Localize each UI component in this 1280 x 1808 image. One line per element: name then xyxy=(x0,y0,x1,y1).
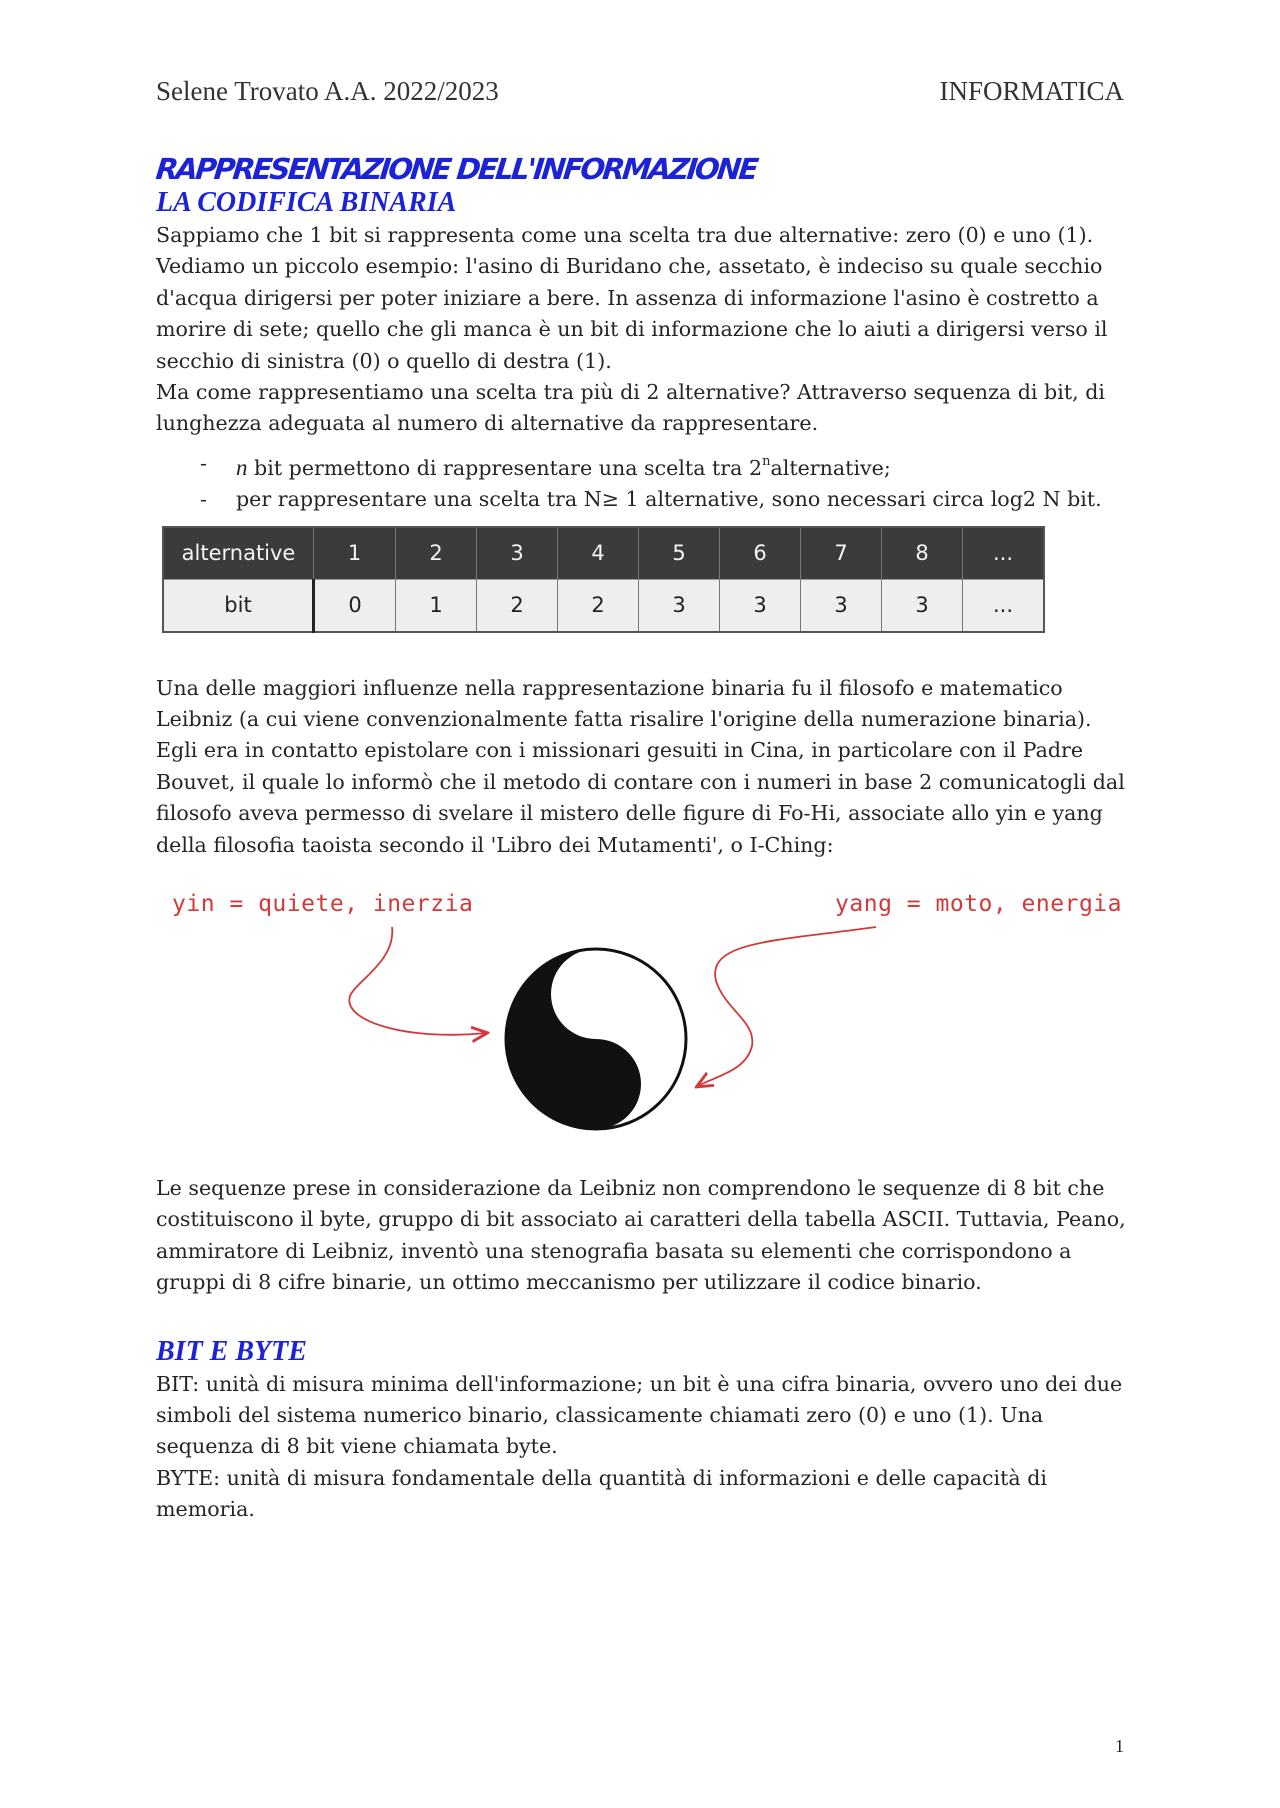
table-cell: 7 xyxy=(801,527,882,580)
yin-yang-figure xyxy=(156,881,1136,1147)
text-line: BIT: unità di misura minima dell'informazione; un bit è una cifra binaria, ovvero uno dei due xyxy=(156,1371,1123,1396)
bullet-text: per rappresentare una scelta tra N≥ 1 alternative, sono necessari circa log2 N bit. xyxy=(236,487,1102,512)
bullet-text: bit permettono di rappresentare una scelta tra 2 xyxy=(247,455,763,480)
table-row-bit xyxy=(163,579,1044,632)
table-cell: 3 xyxy=(720,579,801,632)
paragraph-byte-definition xyxy=(156,1463,1136,1526)
text-line: costituiscono il byte, gruppo di bit associato ai caratteri della tabella ASCII. Tuttavia, Peano, xyxy=(156,1207,1126,1232)
text-line: secchio di sinistra (0) o quello di destra (1). xyxy=(156,348,612,373)
text-line: d'acqua dirigersi per poter iniziare a bere. In assenza di informazione l'asino è costretto a xyxy=(156,285,1099,310)
text-line: ammiratore di Leibniz, inventò una stenografia basata su elementi che corrispondono a xyxy=(156,1238,1072,1263)
table-row-alternative xyxy=(163,527,1044,580)
table-cell: 3 xyxy=(639,579,720,632)
text-line: Ma come rappresentiamo una scelta tra più di 2 alternative? Attraverso sequenza di bit, di xyxy=(156,380,1105,405)
table-cell: 6 xyxy=(720,527,801,580)
text-line: sequenza di 8 bit viene chiamata byte. xyxy=(156,1434,558,1459)
table-cell: ... xyxy=(963,527,1045,580)
paragraph-leibniz xyxy=(156,673,1136,861)
header-subject: INFORMATICA xyxy=(939,76,1124,106)
text-line: lunghezza adeguata al numero di alternative da rappresentare. xyxy=(156,411,819,436)
table-cell: 2 xyxy=(558,579,639,632)
alternatives-bits-table xyxy=(162,526,1045,633)
text-line: Vediamo un piccolo esempio: l'asino di Buridano che, assetato, è indeciso su quale secchio xyxy=(156,254,1103,279)
bullet-exponent: n xyxy=(762,453,771,469)
text-line: Una delle maggiori influenze nella rappresentazione binaria fu il filosofo e matematico xyxy=(156,675,1063,700)
page-content xyxy=(156,152,1136,1526)
text-line: Le sequenze prese in considerazione da Leibniz non comprendono le sequenze di 8 bit che xyxy=(156,1175,1105,1200)
paragraph-peano xyxy=(156,1173,1136,1299)
text-line: BYTE: unità di misura fondamentale della quantità di informazioni e delle capacità di xyxy=(156,1465,1048,1490)
yin-yang-svg xyxy=(156,881,1136,1147)
text-line: memoria. xyxy=(156,1497,255,1522)
bullet-marker: - xyxy=(200,487,207,512)
table-header-cell: alternative xyxy=(163,527,314,580)
page-header xyxy=(156,76,1124,110)
bullet-list xyxy=(156,448,1136,516)
paragraph-buridano xyxy=(156,220,1136,377)
yin-arrow xyxy=(349,927,486,1035)
text-line: Egli era in contatto epistolare con i missionari gesuiti in Cina, in particolare con il Padre xyxy=(156,738,1084,763)
bullet-variable: n xyxy=(236,454,248,480)
table-cell: 2 xyxy=(396,527,477,580)
text-line: simboli del sistema numerico binario, classicamente chiamati zero (0) e uno (1). Una xyxy=(156,1402,1044,1427)
section-heading-codifica: LA CODIFICA BINARIA xyxy=(156,187,457,218)
section-heading-bit-byte: BIT E BYTE xyxy=(156,1335,307,1367)
yin-label: yin = quiete, inerzia xyxy=(172,890,474,917)
table-cell: 3 xyxy=(801,579,882,632)
page-number: 1 xyxy=(1115,1736,1124,1756)
bullet-marker: - xyxy=(200,450,207,475)
table-cell: 1 xyxy=(314,527,396,580)
yin-yang-icon xyxy=(506,949,686,1129)
text-line: gruppi di 8 cifre binarie, un ottimo meccanismo per utilizzare il codice binario. xyxy=(156,1270,982,1295)
bullet-text-end: alternative; xyxy=(770,455,891,480)
text-line: morire di sete; quello che gli manca è un bit di informazione che lo aiuti a dirigersi verso il xyxy=(156,317,1108,342)
text-line: Sappiamo che 1 bit si rappresenta come una scelta tra due alternative: zero (0) e uno (1). xyxy=(156,223,1094,247)
bullet-item-n-bit xyxy=(200,448,1136,484)
document-title: RAPPRESENTAZIONE DELL'INFORMAZIONE xyxy=(154,152,758,186)
table-cell: 3 xyxy=(477,527,558,580)
text-line: Leibniz (a cui viene convenzionalmente fatta risalire l'origine della numerazione binaria). xyxy=(156,706,1092,731)
paragraph-bit-definition xyxy=(156,1369,1136,1463)
table-cell: 5 xyxy=(639,527,720,580)
table-cell: 1 xyxy=(396,579,477,632)
header-author: Selene Trovato A.A. 2022/2023 xyxy=(156,76,499,106)
text-line: filosofo aveva permesso di svelare il mistero delle figure di Fo-Hi, associate allo yin e yang xyxy=(156,801,1103,826)
table-cell: 4 xyxy=(558,527,639,580)
text-line: della filosofia taoista secondo il 'Libro dei Mutamenti', o I-Ching: xyxy=(156,832,834,857)
table-cell: 0 xyxy=(314,579,396,632)
table-cell: 3 xyxy=(882,579,963,632)
yang-arrow xyxy=(698,927,876,1086)
table-cell: ... xyxy=(963,579,1045,632)
bullet-item-log2 xyxy=(200,484,1136,515)
text-line: Bouvet, il quale lo informò che il metodo di contare con i numeri in base 2 comunicatogli dal xyxy=(156,769,1125,794)
table-header-cell: bit xyxy=(163,579,314,632)
table-cell: 8 xyxy=(882,527,963,580)
table-cell: 2 xyxy=(477,579,558,632)
paragraph-alternative xyxy=(156,377,1136,440)
yang-label: yang = moto, energia xyxy=(835,890,1122,917)
